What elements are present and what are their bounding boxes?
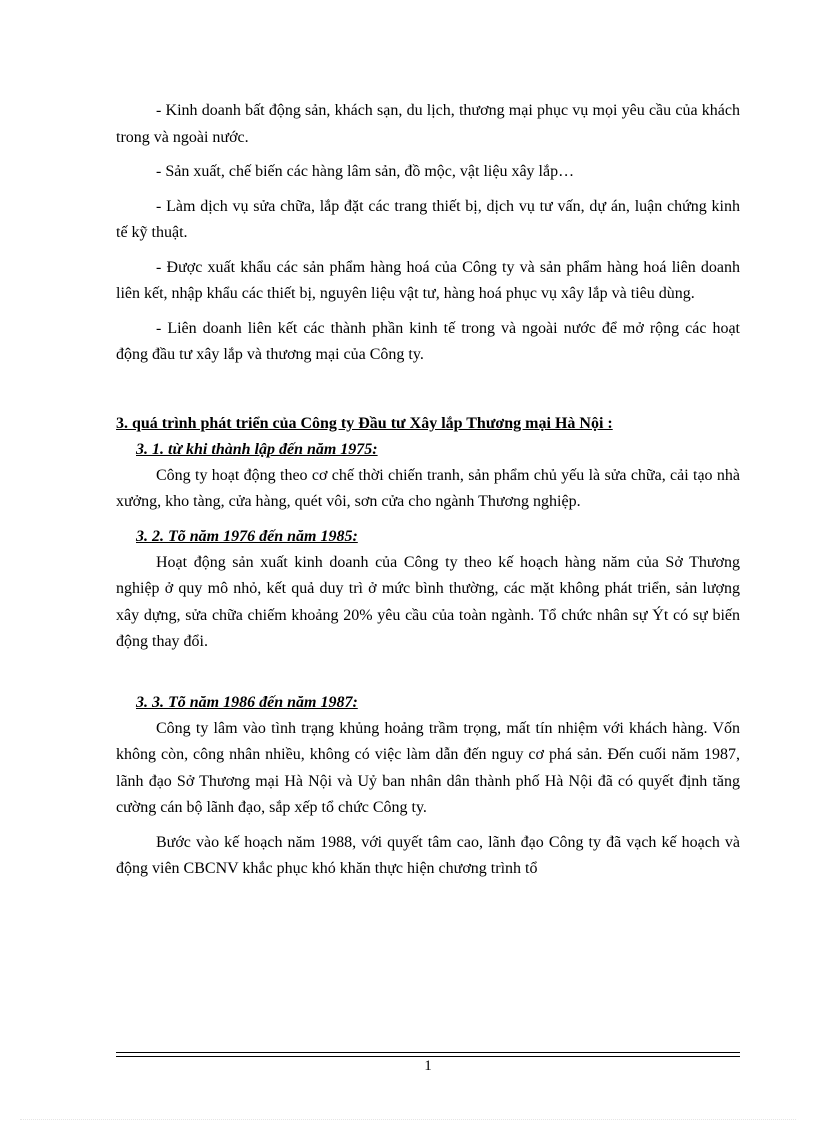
bullet-paragraph-2: - Sản xuất, chế biến các hàng lâm sản, đồ mộc, vật liệu xây lắp… <box>156 163 575 180</box>
bullet-paragraph-4: - Được xuất khẩu các sản phẩm hàng hoá của Công ty và sản phẩm hàng hoá liên doanh liên kết, nhập khẩu các thiết bị, nguyên liệu vật tư, hàng hoá phục vụ xây lắp và tiêu dùng. <box>116 258 740 302</box>
subsection-1-heading: 3. 1. từ khi thành lập đến năm 1975: <box>136 440 378 458</box>
subsection-3-heading: 3. 3. Tõ năm 1986 đến năm 1987: <box>136 693 358 711</box>
bullet-paragraph-5: - Liên doanh liên kết các thành phần kinh tế trong và ngoài nước để mở rộng các hoạt động đầu tư xây lắp và thương mại của Công ty. <box>116 319 740 363</box>
subsection-2-heading: 3. 2. Tõ năm 1976 đến năm 1985: <box>136 527 358 545</box>
page-bottom-border <box>20 1119 796 1120</box>
page-number: 1 <box>424 1058 432 1074</box>
subsection-2-text: Hoạt động sản xuất kinh doanh của Công ty theo kế hoạch hàng năm của Sở Thương nghiệp ở quy mô nhỏ, kết quả duy trì ở mức bình thường, các mặt không phát triển, sản lượng xây dựng, sửa chữa chiếm khoảng 20% yêu cầu của toàn ngành. Tổ chức nhân sự Ýt có sự biến động thay đổi. <box>116 553 740 650</box>
bullet-paragraph-1: - Kinh doanh bất động sản, khách sạn, du lịch, thương mại phục vụ mọi yêu cầu của khách trong và ngoài nước. <box>116 102 740 146</box>
page-content <box>116 98 740 891</box>
subsection-3-text-2: Bước vào kế hoạch năm 1988, với quyết tâm cao, lãnh đạo Công ty đã vạch kế hoạch và động viên CBCNV khắc phục khó khăn thực hiện chương trình tổ <box>116 833 740 877</box>
spacer <box>116 377 740 411</box>
footer-double-rule <box>116 1052 740 1057</box>
bullet-paragraph-3: - Làm dịch vụ sửa chữa, lắp đặt các trang thiết bị, dịch vụ tư vấn, dự án, luận chứng kinh tế kỹ thuật. <box>116 197 740 241</box>
subsection-3-text-1: Công ty lâm vào tình trạng khủng hoảng trầm trọng, mất tín nhiệm với khách hàng. Vốn không còn, công nhân nhiều, không có việc làm dẫn đến nguy cơ phá sản. Đến cuối năm 1987, lãnh đạo Sở Thương mại Hà Nội và Uỷ ban nhân dân thành phố Hà Nội đã có quyết định tăng cường cán bộ lãnh đạo, sắp xếp tổ chức Công ty. <box>116 719 740 816</box>
section-heading: 3. quá trình phát triển của Công ty Đầu tư Xây lắp Thương mại Hà Nội : <box>116 414 613 432</box>
spacer <box>116 664 740 690</box>
subsection-1-text: Công ty hoạt động theo cơ chế thời chiến tranh, sản phẩm chủ yếu là sửa chữa, cải tạo nhà xưởng, kho tàng, cửa hàng, quét vôi, sơn cửa cho ngành Thương nghiệp. <box>116 466 740 510</box>
